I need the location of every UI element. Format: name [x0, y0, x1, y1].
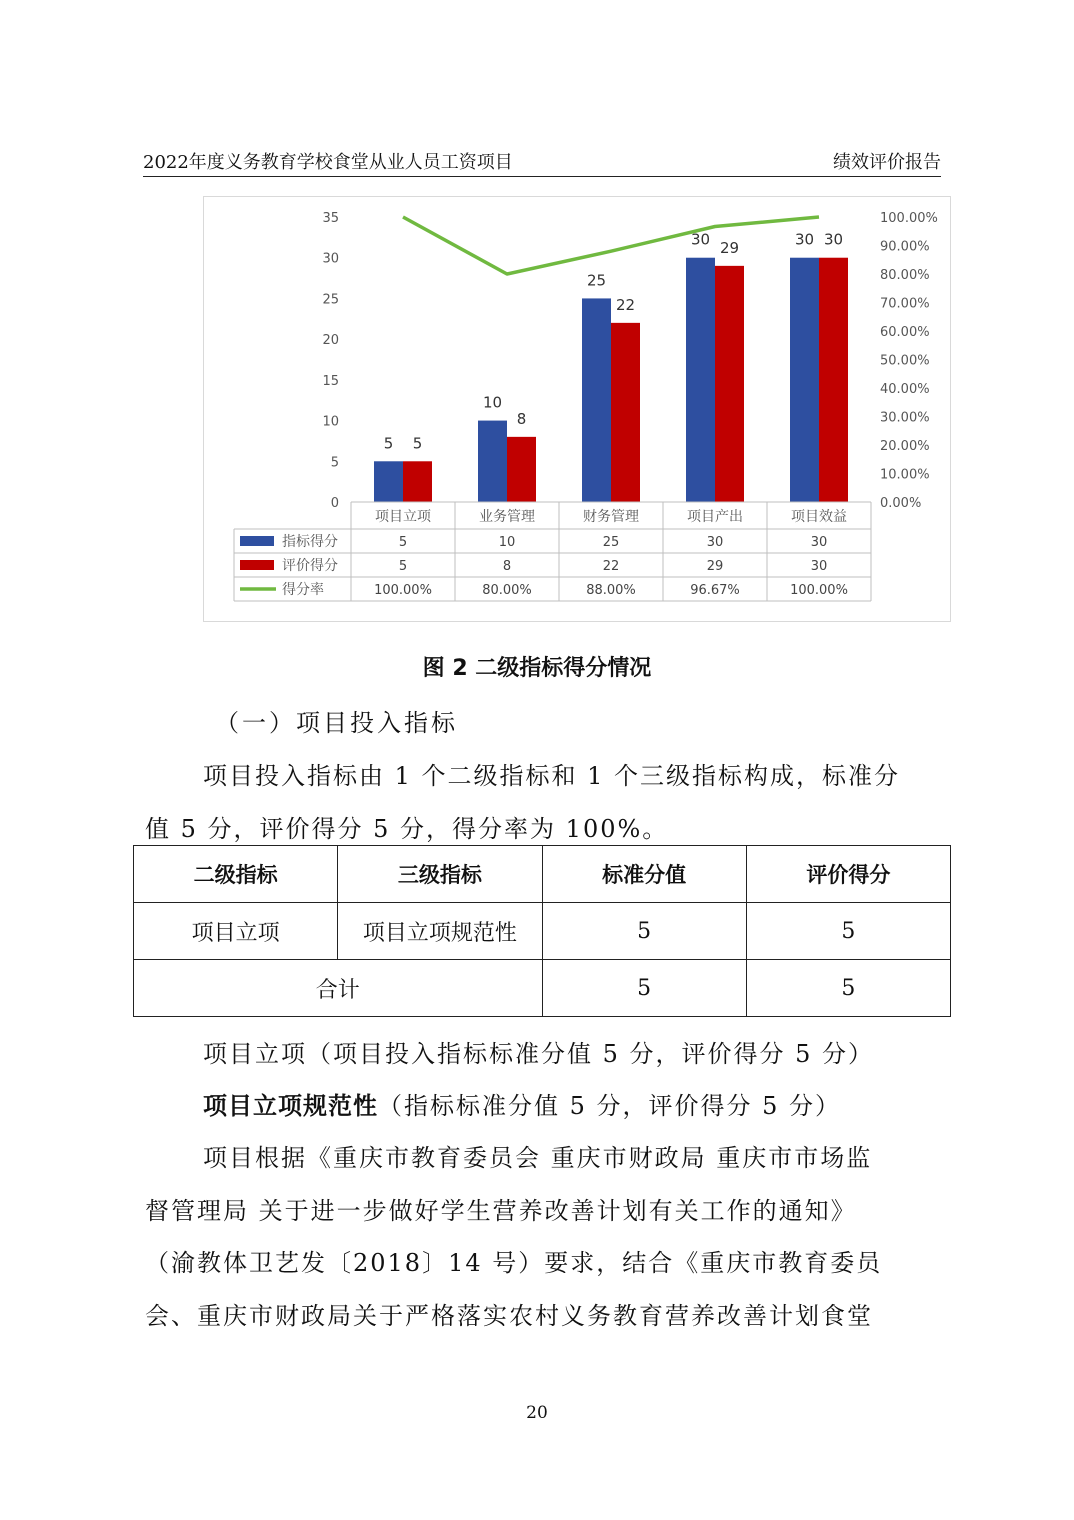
- table-cell: 30: [810, 559, 828, 574]
- data-label-score: 29: [719, 238, 740, 257]
- right-tick-label: 100.00%: [880, 211, 938, 226]
- data-label-standard: 5: [383, 434, 394, 453]
- bar-score: [403, 461, 432, 502]
- right-tick-label: 20.00%: [880, 439, 930, 454]
- bar-standard: [374, 461, 403, 502]
- para4-line3: （渝教体卫艺发〔2018〕14 号）要求，结合《重庆市教育委员: [145, 1249, 883, 1277]
- th-score: 评价得分: [746, 846, 950, 903]
- bar-score: [611, 323, 640, 502]
- data-label-score: 22: [615, 295, 636, 314]
- th-level3: 三级指标: [338, 846, 542, 903]
- right-tick-label: 50.00%: [880, 353, 930, 369]
- left-tick-label: 5: [330, 455, 339, 471]
- left-tick-label: 0: [330, 496, 339, 511]
- table-row: [134, 903, 951, 960]
- right-tick-label: 0.00%: [880, 496, 922, 511]
- table-cell: 22: [602, 559, 620, 574]
- score-chart: [203, 196, 951, 622]
- right-tick-label: 40.00%: [880, 382, 930, 397]
- table-cell: 25: [602, 535, 620, 550]
- bar-score: [819, 258, 848, 502]
- section-heading: （一）项目投入指标: [215, 709, 458, 737]
- table-cell: 30: [810, 535, 828, 550]
- table-cell: 30: [706, 535, 724, 550]
- table-cell: 96.67%: [690, 583, 740, 598]
- table-cell: 8: [502, 559, 512, 574]
- para3-rest: （指标标准分值 5 分，评价得分 5 分）: [378, 1092, 842, 1120]
- table-total-row: [134, 960, 951, 1017]
- right-tick-label: 90.00%: [880, 239, 930, 255]
- para1-line1: 项目投入指标由 1 个二级指标和 1 个三级指标构成，标准分: [203, 762, 901, 790]
- data-label-score: 8: [516, 409, 527, 428]
- para4-line2: 督管理局 关于进一步做好学生营养改善计划有关工作的通知》: [145, 1197, 857, 1225]
- category-label: 项目效益: [791, 509, 847, 525]
- legend-label: 得分率: [282, 582, 324, 598]
- cell-total-score: 5: [746, 960, 950, 1017]
- data-label-standard: 30: [690, 230, 711, 249]
- para3: [203, 1086, 841, 1121]
- data-label-standard: 10: [482, 393, 503, 412]
- category-label: 业务管理: [479, 509, 535, 525]
- figure-caption: 图 2 二级指标得分情况: [422, 656, 652, 681]
- bar-standard: [686, 258, 715, 502]
- bar-standard: [790, 258, 819, 502]
- cell-standard: 5: [542, 903, 746, 960]
- left-tick-label: 10: [322, 414, 339, 430]
- th-level2: 二级指标: [134, 846, 338, 903]
- para4-line1: 项目根据《重庆市教育委员会 重庆市财政局 重庆市市场监: [203, 1144, 873, 1172]
- category-label: 财务管理: [583, 509, 639, 525]
- cell-level2: 项目立项: [134, 903, 338, 960]
- bar-standard: [582, 298, 611, 502]
- left-tick-label: 15: [322, 373, 339, 389]
- table-cell: 100.00%: [374, 583, 432, 598]
- left-tick-label: 35: [322, 211, 339, 226]
- right-tick-label: 80.00%: [880, 268, 930, 283]
- line-score-rate: [403, 217, 819, 274]
- left-tick-label: 25: [322, 292, 339, 308]
- bar-score: [715, 266, 744, 502]
- header-right: 绩效评价报告: [833, 152, 941, 173]
- bar-score: [507, 437, 536, 502]
- category-label: 项目产出: [687, 509, 743, 525]
- legend-label: 评价得分: [282, 558, 338, 574]
- legend-swatch-1: [240, 560, 274, 570]
- page-header: [143, 146, 941, 177]
- table-header-row: [134, 846, 951, 903]
- para3-bold: 项目立项规范性: [203, 1092, 378, 1120]
- data-label-score: 5: [412, 434, 423, 453]
- table-cell: 80.00%: [482, 583, 532, 598]
- cell-level3: 项目立项规范性: [338, 903, 542, 960]
- left-tick-label: 20: [322, 333, 339, 349]
- chart-svg: [204, 197, 950, 621]
- category-label: 项目立项: [375, 509, 431, 525]
- right-tick-label: 70.00%: [880, 296, 930, 312]
- right-tick-label: 60.00%: [880, 325, 930, 340]
- para4-line4: 会、重庆市财政局关于严格落实农村义务教育营养改善计划食堂: [145, 1302, 873, 1330]
- left-tick-label: 30: [322, 251, 339, 267]
- bar-standard: [478, 421, 507, 502]
- table-cell: 29: [706, 559, 724, 574]
- data-label-standard: 25: [586, 271, 607, 290]
- legend-label: 指标得分: [282, 534, 338, 550]
- para2: 项目立项（项目投入指标标准分值 5 分，评价得分 5 分）: [203, 1040, 875, 1068]
- page-number: 20: [526, 1403, 548, 1423]
- cell-total-label: 合计: [134, 960, 543, 1017]
- data-label-score: 30: [823, 230, 844, 249]
- table-cell: 100.00%: [790, 583, 848, 598]
- table-cell: 10: [498, 535, 516, 550]
- para1-line2: 值 5 分，评价得分 5 分，得分率为 100%。: [145, 815, 669, 843]
- table-cell: 5: [398, 559, 408, 574]
- cell-total-standard: 5: [542, 960, 746, 1017]
- header-title: 2022年度义务教育学校食堂从业人员工资项目: [143, 152, 513, 173]
- score-table: [133, 845, 951, 1017]
- cell-score: 5: [746, 903, 950, 960]
- table-cell: 88.00%: [586, 583, 636, 598]
- table-cell: 5: [398, 535, 408, 550]
- th-standard: 标准分值: [542, 846, 746, 903]
- legend-swatch-0: [240, 536, 274, 546]
- right-tick-label: 30.00%: [880, 410, 930, 426]
- right-tick-label: 10.00%: [880, 467, 930, 483]
- data-label-standard: 30: [794, 230, 815, 249]
